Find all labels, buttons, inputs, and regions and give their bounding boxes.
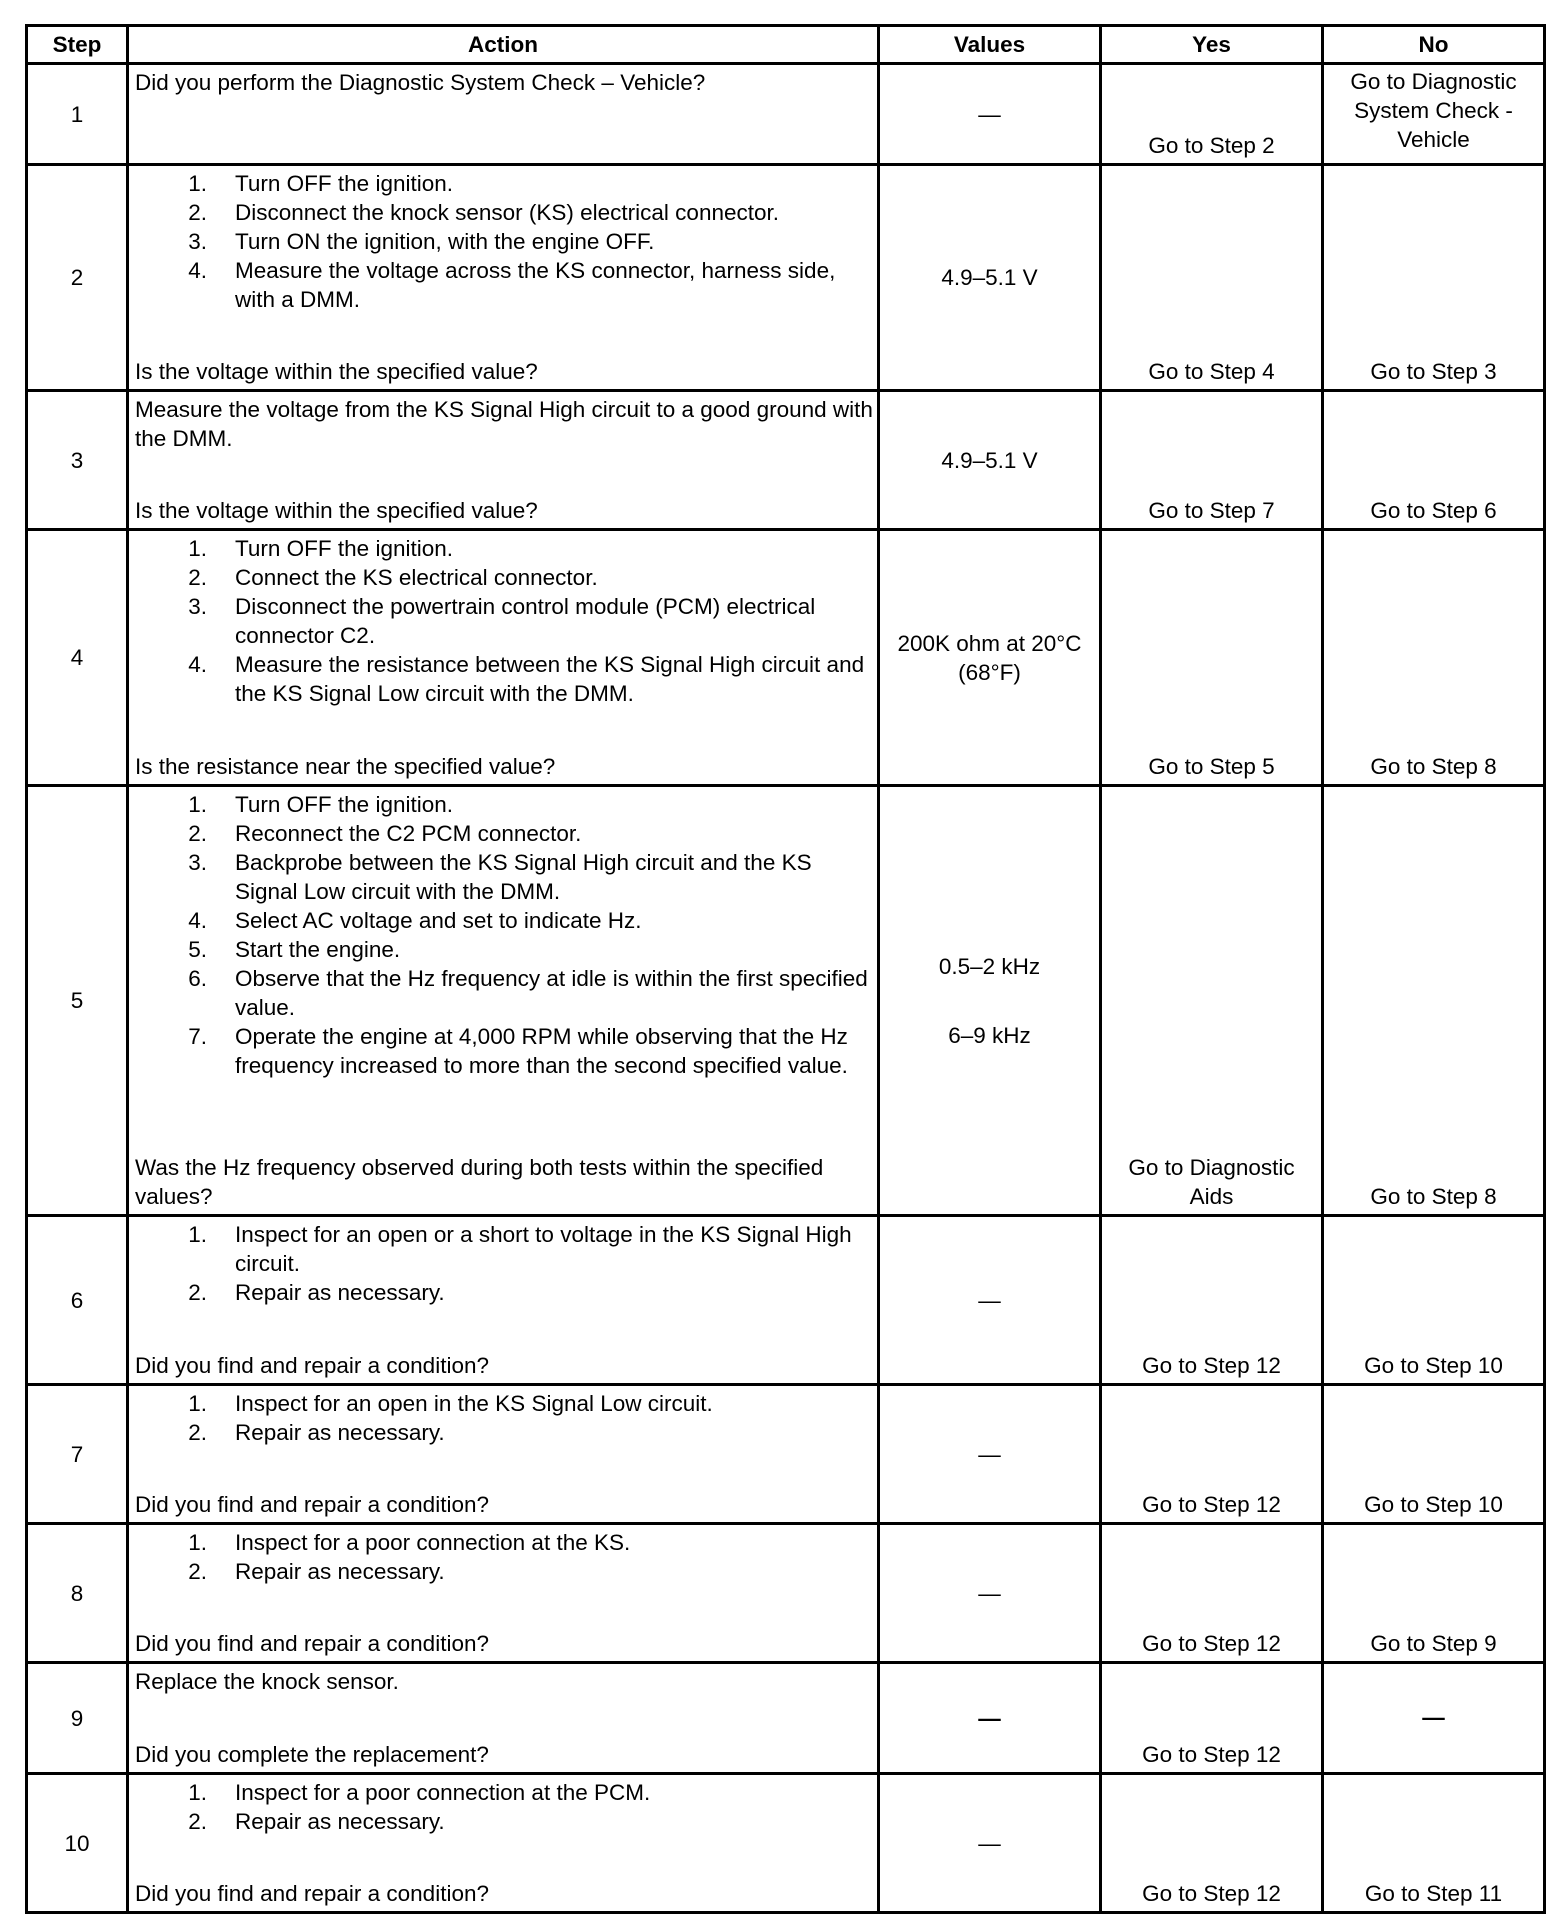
table-row [27,1524,1545,1663]
list-item: 2. Repair as necessary. [188,1420,445,1445]
list-item: 3. Backprobe between the KS Signal High circuit and the KS Signal Low circuit with the DMM. [188,850,812,904]
action-list [135,1778,873,1836]
value-cell: — [879,64,1101,165]
action-cell [128,786,879,1216]
action-cell [128,1216,879,1385]
action-list [135,1389,873,1447]
step-number: 7 [27,1385,128,1524]
yes-cell: Go to Diagnostic Aids [1101,786,1323,1216]
no-cell: — [1323,1663,1545,1774]
action-intro: Measure the voltage from the KS Signal High circuit to a good ground with the DMM. [135,397,873,451]
list-item: 2. Repair as necessary. [188,1559,445,1584]
list-item: 2. Connect the KS electrical connector. [188,565,598,590]
action-question: Was the Hz frequency observed during both tests within the specified values? [135,1155,824,1209]
value-cell: — [879,1216,1101,1385]
yes-cell: Go to Step 4 [1101,165,1323,391]
action-list [135,790,873,1080]
header-no: No [1323,26,1545,64]
list-item: 1. Inspect for an open in the KS Signal Low circuit. [188,1391,713,1416]
no-cell: Go to Step 6 [1323,391,1545,530]
step-number: 10 [27,1774,128,1913]
list-item: 3. Disconnect the powertrain control module (PCM) electrical connector C2. [188,594,816,648]
list-item: 1. Inspect for a poor connection at the PCM. [188,1780,651,1805]
action-list [135,534,873,708]
action-question: Did you find and repair a condition? [135,1492,489,1517]
action-cell [128,1524,879,1663]
value-cell: 200K ohm at 20°C (68°F) [879,530,1101,786]
action-intro: Did you perform the Diagnostic System Check – Vehicle? [135,70,706,95]
table-row [27,530,1545,786]
no-cell: Go to Step 10 [1323,1216,1545,1385]
list-item: 4. Measure the resistance between the KS Signal High circuit and the KS Signal Low circuit with the DMM. [188,652,865,706]
yes-cell: Go to Step 2 [1101,64,1323,165]
no-cell: Go to Step 8 [1323,786,1545,1216]
action-cell [128,391,879,530]
list-item: 7. Operate the engine at 4,000 RPM while observing that the Hz frequency increased to more than the second specified value. [188,1024,848,1078]
header-values: Values [879,26,1101,64]
action-intro: Replace the knock sensor. [135,1669,399,1694]
table-row [27,1663,1545,1774]
action-cell [128,1385,879,1524]
step-number: 5 [27,786,128,1216]
action-question: Is the resistance near the specified value? [135,754,556,779]
list-item: 4. Measure the voltage across the KS connector, harness side, with a DMM. [188,258,836,312]
yes-cell: Go to Step 12 [1101,1774,1323,1913]
step-number: 3 [27,391,128,530]
action-question: Did you find and repair a condition? [135,1353,489,1378]
value-cell: — [879,1524,1101,1663]
list-item: 5. Start the engine. [188,937,401,962]
action-list [135,1220,873,1307]
list-item: 1. Turn OFF the ignition. [188,536,454,561]
header-step: Step [27,26,128,64]
action-question: Did you find and repair a condition? [135,1881,489,1906]
list-item: 2. Disconnect the knock sensor (KS) electrical connector. [188,200,779,225]
diagnostic-table [25,24,1546,1914]
list-item: 2. Repair as necessary. [188,1280,445,1305]
yes-cell: Go to Step 12 [1101,1385,1323,1524]
table-row [27,1385,1545,1524]
table-row [27,165,1545,391]
table-row [27,391,1545,530]
list-item: 3. Turn ON the ignition, with the engine OFF. [188,229,655,254]
table-row [27,1216,1545,1385]
step-number: 9 [27,1663,128,1774]
value-idle: 0.5–2 kHz [938,953,1041,979]
action-list [135,169,873,314]
step-number: 8 [27,1524,128,1663]
value-cell [879,786,1101,1216]
step-number: 6 [27,1216,128,1385]
value-cell: — [879,1663,1101,1774]
no-cell: Go to Step 8 [1323,530,1545,786]
list-item: 2. Repair as necessary. [188,1809,445,1834]
action-question: Is the voltage within the specified value? [135,498,538,523]
list-item: 1. Turn OFF the ignition. [188,171,454,196]
step-number: 1 [27,64,128,165]
action-question: Did you find and repair a condition? [135,1631,489,1656]
value-cell: 4.9–5.1 V [879,391,1101,530]
yes-cell: Go to Step 12 [1101,1524,1323,1663]
table-row [27,64,1545,165]
step-number: 4 [27,530,128,786]
step-number: 2 [27,165,128,391]
no-cell: Go to Step 10 [1323,1385,1545,1524]
header-action: Action [128,26,879,64]
value-rpm: 6–9 kHz [948,1022,1031,1048]
value-cell: — [879,1385,1101,1524]
no-cell: Go to Step 9 [1323,1524,1545,1663]
list-item: 2. Reconnect the C2 PCM connector. [188,821,582,846]
header-yes: Yes [1101,26,1323,64]
no-cell: Go to Diagnostic System Check - Vehicle [1323,64,1545,165]
yes-cell: Go to Step 7 [1101,391,1323,530]
value-cell: 4.9–5.1 V [879,165,1101,391]
action-cell [128,64,879,165]
table-row [27,786,1545,1216]
list-item: 1. Inspect for a poor connection at the KS. [188,1530,631,1555]
header-row [27,26,1545,64]
action-cell [128,165,879,391]
list-item: 1. Inspect for an open or a short to voltage in the KS Signal High circuit. [188,1222,852,1276]
action-cell [128,1663,879,1774]
yes-cell: Go to Step 5 [1101,530,1323,786]
list-item: 1. Turn OFF the ignition. [188,792,454,817]
table-row [27,1774,1545,1913]
no-cell: Go to Step 11 [1323,1774,1545,1913]
value-cell: — [879,1774,1101,1913]
yes-cell: Go to Step 12 [1101,1663,1323,1774]
list-item: 6. Observe that the Hz frequency at idle is within the first specified value. [188,966,868,1020]
yes-cell: Go to Step 12 [1101,1216,1323,1385]
list-item: 4. Select AC voltage and set to indicate Hz. [188,908,642,933]
action-cell [128,530,879,786]
no-cell: Go to Step 3 [1323,165,1545,391]
action-list [135,1528,873,1586]
action-cell [128,1774,879,1913]
action-question: Did you complete the replacement? [135,1742,489,1767]
action-question: Is the voltage within the specified value? [135,359,538,384]
